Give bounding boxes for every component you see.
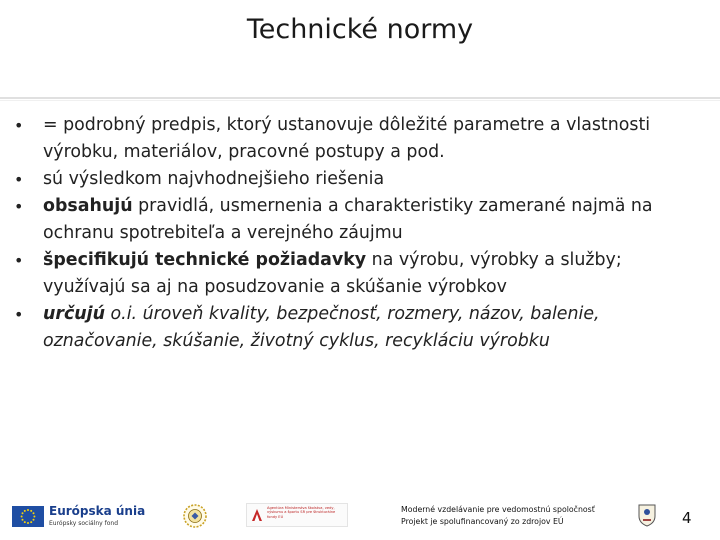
eu-logo-title: Európska únia [49, 504, 146, 518]
bullet-item-result [14, 166, 704, 193]
agency-logo [246, 503, 348, 527]
title-divider [0, 97, 720, 99]
bullet-item-contain [14, 193, 704, 247]
bullet-item-specify [14, 247, 704, 301]
bullet-keyword: obsahujú [43, 196, 133, 216]
bullet-text: = podrobný predpis, ktorý ustanovuje dôležité parametre a vlastnosti výrobku, materiálov, pracovné postupy a pod. [43, 115, 651, 162]
school-crest-icon [637, 503, 657, 527]
project-line-2: Projekt je spolufinancovaný zo zdrojov EÚ [401, 517, 564, 526]
bullet-dot: • [14, 170, 24, 189]
bullet-item-definition [14, 112, 704, 166]
title-divider-shadow [0, 100, 720, 101]
slide-title: Technické normy [246, 14, 474, 45]
bullet-item-determine [14, 301, 704, 355]
bullet-text: sú výsledkom najvhodnejšieho riešenia [43, 169, 385, 189]
slide-footer [0, 495, 720, 540]
eu-logo [12, 502, 146, 528]
bullet-dot: • [14, 116, 24, 135]
project-note [401, 504, 621, 528]
bullet-keyword: špecifikujú technické požiadavky [43, 250, 367, 270]
eu-flag-icon [12, 506, 44, 527]
bullet-text: pravidlá, usmernenia a charakteristiky zamerané najmä na ochranu spotrebiteľa a verejného záujmu [43, 196, 653, 243]
page-number: 4 [682, 509, 692, 527]
agency-logo-icon [251, 507, 263, 521]
agency-logo-text: Agentúra Ministerstva školstva, vedy, výskumu a športu SR pre štrukturálne fondy EÚ [267, 506, 336, 519]
bullet-dot: • [14, 305, 24, 324]
bullet-keyword: určujú [43, 304, 105, 324]
round-emblem-icon [182, 503, 208, 529]
project-line-1: Moderné vzdelávanie pre vedomostnú spoločnosť [401, 505, 595, 514]
eu-logo-subtitle: Európsky sociálny fond [49, 520, 119, 527]
bullet-list [14, 112, 704, 355]
bullet-text: o.i. úroveň kvality, bezpečnosť, rozmery, názov, balenie, označovanie, skúšanie, životný cyklus, recykláciu výrobku [43, 304, 600, 351]
bullet-text: na výrobu, výrobky a služby; využívajú sa aj na posudzovanie a skúšanie výrobkov [43, 250, 622, 297]
bullet-dot: • [14, 251, 24, 270]
bullet-dot: • [14, 197, 24, 216]
